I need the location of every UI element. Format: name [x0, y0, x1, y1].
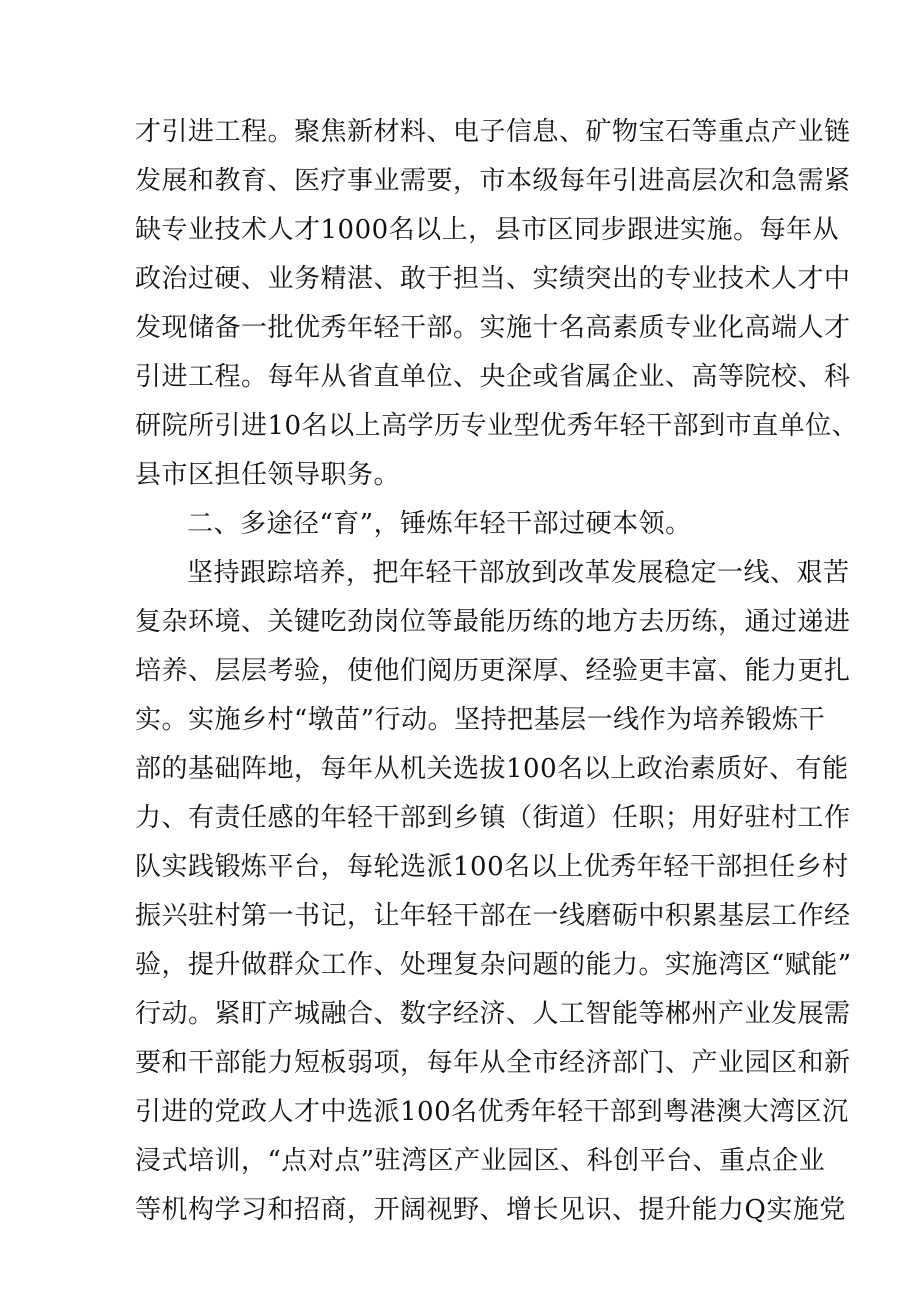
- text-line-4: 政治过硬、业务精湛、敢于担当、实绩突出的专业技术人才中: [135, 264, 851, 294]
- text-line-13: 实。实施乡村“墩苗”行动。坚持把基层一线作为培养锻炼干: [135, 705, 826, 735]
- text-line-3: 缺专业技术人才1000名以上，县市区同步跟进实施。每年从: [135, 215, 840, 245]
- text-line-6: 引进工程。每年从省直单位、央企或省属企业、高等院校、科: [135, 362, 851, 392]
- text-line-16: 队实践锻炼平台，每轮选派100名以上优秀年轻干部担任乡村: [135, 852, 849, 882]
- text-line-21: 引进的党政人才中选派100名优秀年轻干部到粤港澳大湾区沉: [135, 1097, 849, 1127]
- text-line-14: 部的基础阵地，每年从机关选拔100名以上政治素质好、有能: [135, 754, 849, 784]
- text-line-8: 县市区担任领导职务。: [135, 460, 401, 490]
- text-line-19: 行动。紧盯产城融合、数字经济、人工智能等郴州产业发展需: [135, 999, 851, 1029]
- text-line-11: 复杂环境、关键吃劲岗位等最能历练的地方去历练，通过递进: [135, 607, 851, 637]
- text-line-15: 力、有责任感的年轻干部到乡镇（街道）任职；用好驻村工作: [135, 803, 851, 833]
- text-line-5: 发现储备一批优秀年轻干部。实施十名高素质专业化高端人才: [135, 313, 851, 343]
- text-line-7: 研院所引进10名以上高学历专业型优秀年轻干部到市直单位、: [135, 411, 859, 441]
- text-line-2: 发展和教育、医疗事业需要，市本级每年引进高层次和急需紧: [135, 166, 851, 196]
- text-line-12: 培养、层层考验，使他们阅历更深厚、经验更丰富、能力更扎: [135, 656, 851, 686]
- text-line-1: 才引进工程。聚焦新材料、电子信息、矿物宝石等重点产业链: [135, 117, 851, 147]
- text-line-23: 等机构学习和招商，开阔视野、增长见识、提升能力Q实施党: [135, 1195, 846, 1225]
- text-line-22: 浸式培训，“点对点”驻湾区产业园区、科创平台、重点企业: [135, 1146, 826, 1176]
- text-line-10: 坚持跟踪培养，把年轻干部放到改革发展稳定一线、艰苦: [187, 558, 850, 588]
- section-heading: 二、多途径“育”，锤炼年轻干部过硬本领。: [187, 509, 692, 539]
- text-line-17: 振兴驻村第一书记，让年轻干部在一线磨砺中积累基层工作经: [135, 901, 851, 931]
- text-line-18: 验，提升做群众工作、处理复杂问题的能力。实施湾区“赋能”: [135, 950, 852, 980]
- text-line-20: 要和干部能力短板弱项，每年从全市经济部门、产业园区和新: [135, 1048, 851, 1078]
